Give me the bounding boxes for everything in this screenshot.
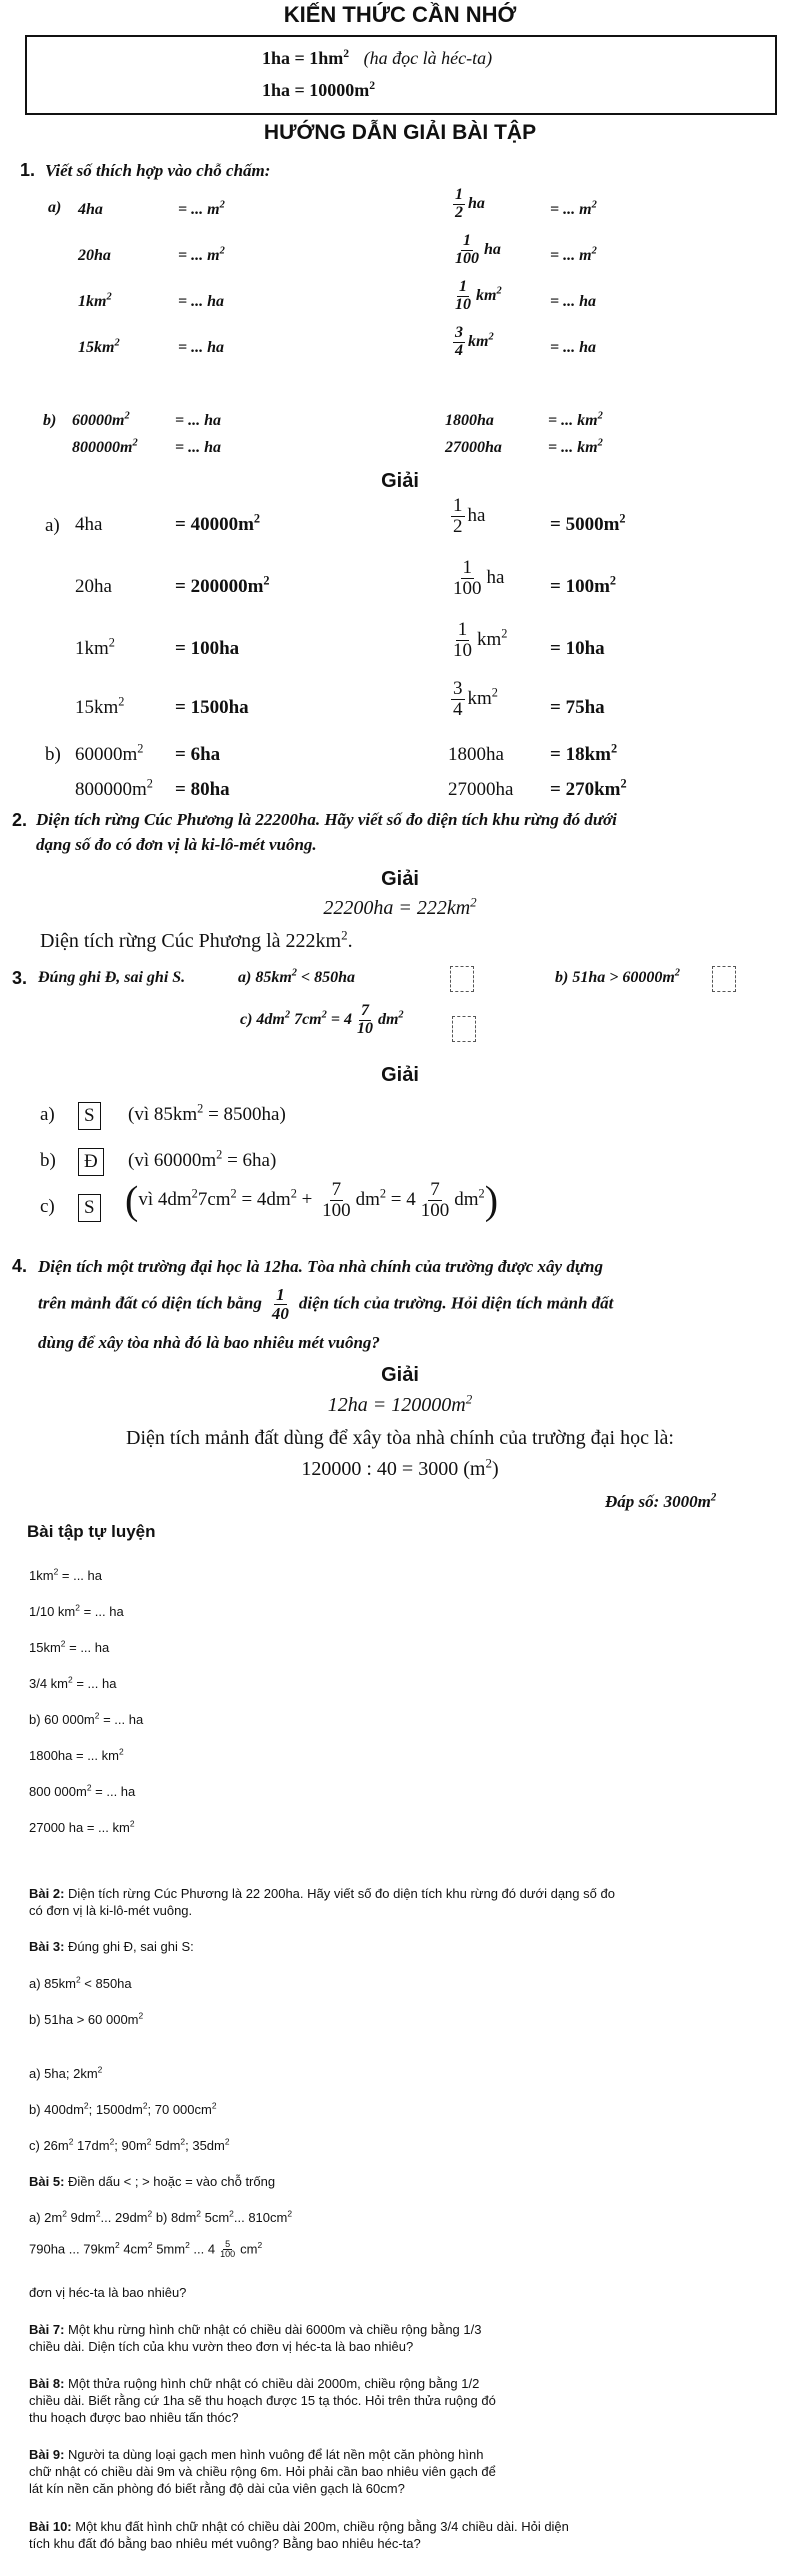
q1-sol-b-value (75, 741, 144, 766)
page-title: KIẾN THỨC CẦN NHỚ (283, 2, 517, 27)
q1-sol-fraction-denominator: 100 (453, 577, 482, 599)
bai5-text: Bài 5: Điền dấu < ; > hoặc = vào chỗ trống (29, 2174, 276, 2189)
practice-item (29, 1567, 102, 1584)
q1-a-fraction-denominator: 2 (455, 203, 463, 221)
q1-sol-b-result-text: = 18km (550, 744, 611, 765)
practice-item (29, 1711, 143, 1728)
q1-sol-value-text: 1km (75, 638, 109, 659)
q1-a-blank (178, 293, 224, 311)
q1-sol-result-text: = 200000m (175, 576, 264, 597)
practice-item-tail: = ... ha (65, 1640, 110, 1655)
q3-sol-explanation-text: (vì 60000m (128, 1150, 217, 1171)
bai3-text: Bài 3: Đúng ghi Đ, sai ghi S: (29, 1939, 194, 1954)
q1-sol-fraction-value (448, 679, 498, 720)
q1-sol-fraction-value (448, 558, 504, 599)
q1-sol-value-text: 4ha (75, 514, 103, 535)
superscript: 2 (53, 1566, 59, 1577)
q3-sol-label-text: a) (40, 1104, 55, 1125)
bai5-item-b: 790ha ... $79km^2$ $4cm^2$ $5mm^2$ ... 4 $\frac{5}{100}$ $cm^2$ (29, 2239, 263, 2260)
q1-a-blank-text: = ... m (178, 201, 220, 218)
q1-sol-b-value-text: 27000ha (448, 779, 514, 800)
q3-sol-label-text: b) (40, 1150, 56, 1171)
q1-sol-fraction (451, 620, 474, 661)
q3-sol-explanation (128, 1147, 277, 1172)
q4-text-1: Diện tích một trường đại học là 12ha. Tòa nhà chính của trường được xây dựng (38, 1257, 603, 1276)
q1-sol-result (175, 638, 239, 660)
practice-item-tail: = ... ha (72, 1676, 117, 1691)
q1-a-blank-text: = ... ha (178, 339, 225, 356)
bai2-text-1: Bài 2: Diện tích rừng Cúc Phương là 22 200ha. Hãy viết số đo diện tích khu rừng đó dưới dạng số đo (29, 1886, 615, 1901)
q1-sol-b-value (75, 776, 153, 801)
q1-sol-b-value (448, 779, 513, 801)
q1-b-value-text: 1800ha (445, 412, 494, 429)
q3-sol-c-label: c) (40, 1196, 55, 1217)
q1-a-blank (178, 247, 225, 265)
q1-sol-fraction-denominator: 10 (453, 639, 472, 661)
q1-sol-a-label: a) (45, 515, 60, 536)
superscript: 2 (60, 1638, 66, 1649)
q1-sol-fraction-denominator: 2 (453, 515, 463, 537)
q3-sol-explanation-text: (vì 85km (128, 1104, 198, 1125)
q1-a-blank-text: = ... m (550, 201, 592, 218)
q1-a-unit: km (468, 332, 489, 350)
practice-item-text: 1km (29, 1568, 54, 1583)
superscript-2: 2 (137, 741, 144, 756)
q1-b-blank-text: = ... km (548, 439, 598, 456)
q4-solution-title: Giải (381, 1364, 419, 1386)
practice-item-text: 15km (29, 1640, 61, 1655)
q1-a-value-text: 15km (78, 339, 115, 356)
q1-a-fraction-numerator: 3 (455, 324, 463, 341)
superscript-2: 2 (597, 410, 603, 422)
practice-item (29, 1747, 124, 1764)
q2-text-2: dạng số đo có đơn vị là ki-lô-mét vuông. (36, 835, 317, 854)
q1-sol-value-text: 15km (75, 697, 119, 718)
q1-sol-result (550, 638, 605, 660)
q1-b-blank-text: = ... ha (175, 439, 222, 456)
superscript-2: 2 (216, 1147, 223, 1162)
q1-sol-result (550, 511, 626, 536)
q3-sol-explanation-tail: = 6ha) (222, 1150, 277, 1171)
q1-a-blank-text: = ... m (178, 247, 220, 264)
q3-sol-mark-box: S (78, 1102, 101, 1130)
superscript-2: 2 (501, 626, 508, 641)
practice-item-tail: = ... ha (79, 1604, 124, 1619)
q1-b-value (445, 412, 494, 430)
q1-sol-result-text: = 100m (550, 576, 610, 597)
q1-sol-b-result-text: = 6ha (175, 744, 221, 765)
q1-a-value-text: 20ha (78, 247, 111, 264)
q1-sol-result-text: = 100ha (175, 638, 240, 659)
q1-sol-fraction-value (448, 496, 485, 537)
q3-number: 3. (12, 968, 28, 988)
q2-text-1: Diện tích rừng Cúc Phương là 22200ha. Hãy viết số đo diện tích khu rừng đó dưới (36, 810, 617, 829)
q1-a-value-text: 1km (78, 293, 107, 310)
q1-b-value (445, 439, 502, 457)
practice-item-text: 800 000m (29, 1784, 87, 1799)
superscript-2: 2 (591, 199, 597, 211)
practice-item-text: 1/10 km (29, 1604, 76, 1619)
exercise-b: b) $400dm^2$; $1500dm^2$; 70 $000cm^2$ (29, 2100, 217, 2117)
q1-a-fraction (453, 233, 481, 268)
q1-a-blank (178, 201, 225, 219)
q1-sol-unit: km (477, 628, 502, 650)
q1-a-fraction (453, 187, 465, 222)
bai7-text-2: chiều dài. Diện tích của khu vườn theo đơn vị héc-ta là bao nhiêu? (29, 2339, 414, 2354)
q3-sol-c-explanation: (vì $4dm^27cm^2 = 4dm^2$ + $\frac{7}{100}$ $dm^2 = 4$ $\frac{7}{100}$ $dm^2$) (125, 1177, 499, 1223)
q1-b-blank-text: = ... ha (175, 412, 222, 429)
bai9-text-3: lát kín nền căn phòng đó biết rằng độ dài của viên gạch là 60cm? (29, 2481, 405, 2496)
q1-sol-unit: km (467, 687, 492, 709)
practice-item-tail: = ... ha (91, 1784, 136, 1799)
q3-sol-label (40, 1104, 55, 1126)
bai3-item-a: a) $85km^2 < 850ha$ (29, 1974, 132, 1991)
q4-number: 4. (12, 1256, 28, 1276)
q1-a-value-text: 4ha (78, 201, 103, 218)
q3-b-answer-box[interactable] (712, 966, 736, 992)
bai2-text-2: có đơn vị là ki-lô-mét vuông. (29, 1903, 193, 1918)
practice-item-tail: = ... ha (99, 1712, 144, 1727)
practice-item-text: 27000 ha = ... km (29, 1820, 130, 1835)
practice-item (29, 1783, 135, 1800)
q1-sol-result (175, 573, 270, 598)
bai5-item-a: a) $2m^2$ $9dm^2$... $29dm^2$ b) $8dm^2$ $5cm^2$... $810cm^2$ (29, 2208, 293, 2225)
q1-b-value-text: 800000m (72, 439, 133, 456)
q1-sol-value (75, 635, 115, 660)
bai8-text-2: chiều dài. Biết rằng cứ 1ha sẽ thu hoạch được 15 tạ thóc. Hỏi trên thửa ruộng đó (29, 2393, 496, 2408)
q1-a-fraction-numerator: 1 (455, 186, 463, 203)
q1-b-blank (548, 439, 603, 457)
q2-answer: Diện tích rừng Cúc Phương là $222km^2$. (40, 927, 353, 952)
bai8-text-1: Bài 8: Một thửa ruộng hình chữ nhật có chiều dài 2000m, chiều rộng bằng 1/2 (29, 2376, 480, 2391)
q3-item-c: c) $4dm^2$ $7cm^2 = 4$ $\frac{7}{10}$ $dm^2$ (240, 1002, 404, 1037)
superscript: 2 (118, 1746, 124, 1757)
superscript-2: 2 (591, 245, 597, 257)
q1-a-value (78, 201, 103, 219)
q1-sol-b-value (448, 744, 504, 766)
practice-item (29, 1819, 135, 1836)
q1-b-blank (175, 412, 221, 430)
q1-solution-title: Giải (381, 470, 419, 492)
q1-sol-b-result (550, 741, 618, 766)
q2-equation: $22200ha = 222km^2$ (323, 894, 477, 919)
q1-a-blank-text: = ... ha (550, 339, 597, 356)
q4-line-1: Diện tích mảnh đất dùng để xây tòa nhà chính của trường đại học là: (126, 1427, 674, 1449)
q1-b-label: b) (43, 412, 57, 429)
practice-item (29, 1639, 109, 1656)
superscript-2: 2 (496, 285, 502, 297)
q1-sol-b-result (175, 744, 220, 766)
superscript-2: 2 (610, 741, 618, 756)
superscript: 2 (68, 1674, 73, 1685)
q4-equation: $12ha = 120000m^2$ (327, 1391, 473, 1416)
q1-a-fraction-denominator: 100 (455, 249, 479, 267)
q1-a-fraction (453, 325, 465, 360)
exercise-a: a) 5ha; $2km^2$ (29, 2064, 103, 2081)
q3-sol-mark-box: Đ (78, 1148, 104, 1176)
q2-number: 2. (12, 810, 28, 830)
q3-sol-c-mark: S (78, 1194, 101, 1222)
bai7-text-1: Bài 7: Một khu rừng hình chữ nhật có chiều dài 6000m và chiều rộng bằng 1/3 (29, 2322, 482, 2337)
q1-sol-fraction-numerator: 1 (462, 557, 472, 578)
q1-sol-value (75, 514, 102, 536)
bai8-text-3: thu hoạch được bao nhiêu tấn thóc? (29, 2410, 239, 2425)
q1-a-unit: ha (484, 240, 501, 258)
q1-sol-result (550, 697, 605, 719)
q3-a-answer-box[interactable] (450, 966, 474, 992)
q1-sol-b-result-text: = 80ha (175, 779, 230, 800)
q1-b-value (72, 439, 138, 457)
q1-sol-result-text: = 40000m (175, 514, 254, 535)
practice-item-text: 1800ha = ... km (29, 1748, 119, 1763)
superscript-2: 2 (597, 437, 603, 449)
q4-final-answer: Đáp số: $3000m^2$ (605, 1491, 717, 1511)
q3-sol-label (40, 1150, 56, 1172)
q3-c-answer-box[interactable] (452, 1016, 476, 1042)
q1-a-fraction-value (450, 325, 494, 360)
q1-a-blank (550, 201, 597, 219)
superscript-2: 2 (253, 511, 261, 526)
q1-sol-value (75, 576, 112, 598)
q1-a-fraction-denominator: 4 (455, 341, 463, 359)
q1-a-blank-text: = ... ha (178, 293, 225, 310)
q1-a-unit: km (476, 286, 497, 304)
practice-item (29, 1675, 116, 1692)
q1-b-blank (548, 412, 603, 430)
bai9-text-1: Bài 9: Người ta dùng loại gạch men hình vuông để lát nền một căn phòng hình (29, 2447, 484, 2462)
superscript-2: 2 (491, 685, 498, 700)
q1-a-fraction-value (450, 187, 485, 222)
q1-sol-b-result (550, 776, 627, 801)
superscript-2: 2 (132, 437, 138, 449)
q1-sol-result-text: = 5000m (550, 514, 620, 535)
q3-solution-title: Giải (381, 1064, 419, 1086)
q4-line-2: 120000 : 40 = 3000 $(m^2)$ (301, 1455, 499, 1480)
q1-sol-fraction (451, 679, 465, 720)
q1-sol-result (550, 573, 617, 598)
exercise-c: c) $26m^2$ $17dm^2$; $90m^2$ $5dm^2$; $35dm^2$ (29, 2136, 230, 2153)
superscript-2: 2 (146, 776, 153, 791)
q1-sol-fraction-denominator: 4 (453, 698, 463, 720)
q1-sol-result (175, 697, 249, 719)
q1-a-fraction-denominator: 10 (455, 295, 471, 313)
superscript-2: 2 (118, 694, 125, 709)
superscript: 2 (75, 1602, 80, 1613)
q1-sol-fraction-numerator: 1 (457, 619, 468, 640)
q1-a-fraction-value (450, 279, 502, 314)
q1-number: 1. (20, 160, 36, 180)
q1-a-blank (178, 339, 224, 357)
q1-a-value (78, 247, 111, 265)
superscript-2: 2 (219, 199, 225, 211)
formula-line-1: $1ha = 1hm^2$ (ha đọc là héc-ta) (262, 47, 493, 68)
superscript-2: 2 (263, 573, 270, 588)
key-knowledge-box (25, 35, 777, 115)
q1-a-unit: ha (468, 194, 485, 212)
superscript: 2 (86, 1782, 92, 1793)
practice-item (29, 1603, 124, 1620)
bai9-text-2: chữ nhật có chiều dài 9m và chiều rộng 6m. Hỏi phải cần bao nhiêu viên gạch để (29, 2464, 496, 2479)
q1-a-blank (550, 339, 596, 357)
bai10-text-2: tích khu đất đó bằng bao nhiêu mét vuông? Bằng bao nhiêu héc-ta? (29, 2536, 421, 2551)
q3-item-a: a) $85km^2 < 850ha$ (238, 967, 355, 986)
formula-line-2: $1ha = 10000m^2$ (262, 79, 376, 100)
q1-sol-result (175, 511, 261, 536)
superscript-2: 2 (108, 635, 115, 650)
q3-text: Đúng ghi Đ, sai ghi S. (38, 969, 186, 986)
q1-sol-fraction-numerator: 3 (453, 678, 463, 699)
q1-a-value (78, 339, 120, 357)
q4-text-3: dùng để xây tòa nhà đó là bao nhiêu mét vuông? (38, 1333, 380, 1352)
q1-sol-b-result-text: = 270km (550, 779, 621, 800)
q1-sol-result-text: = 75ha (550, 697, 605, 718)
q1-b-blank-text: = ... km (548, 412, 598, 429)
superscript-2: 2 (106, 291, 112, 303)
q1-a-value (78, 293, 112, 311)
superscript-2: 2 (609, 573, 617, 588)
superscript-2: 2 (114, 337, 120, 349)
superscript-2: 2 (620, 776, 627, 791)
q1-a-blank (550, 293, 596, 311)
superscript-2: 2 (488, 331, 494, 343)
practice-item-text: 3/4 km (29, 1676, 69, 1691)
q2-solution-title: Giải (381, 868, 419, 890)
q1-sol-fraction (451, 558, 484, 599)
q1-sol-fraction-value (448, 620, 507, 661)
q3-sol-explanation-tail: = 8500ha) (203, 1104, 286, 1125)
q1-sol-fraction (451, 496, 465, 537)
q1-a-blank-text: = ... m (550, 247, 592, 264)
q1-sol-b-label: b) (45, 744, 61, 765)
superscript-2: 2 (197, 1101, 204, 1116)
q1-sol-b-result (175, 779, 230, 801)
practice-item-text: b) 60 000m (29, 1712, 95, 1727)
q1-sol-b-value-text: 60000m (75, 744, 138, 765)
q1-a-blank (550, 247, 597, 265)
q1-sol-result-text: = 10ha (550, 638, 605, 659)
q3-sol-mark (78, 1148, 104, 1176)
bai10-text-1: Bài 10: Một khu đất hình chữ nhật có chiều dài 200m, chiều rộng bằng 3/4 chiều dài. Hỏi diện (29, 2519, 569, 2534)
superscript-2: 2 (619, 511, 626, 526)
bai3-item-b: b) 51ha > 60 $000m^2$ (29, 2010, 144, 2027)
q1-sol-unit: ha (486, 566, 505, 588)
q1-a-blank-text: = ... ha (550, 293, 597, 310)
q3-item-b: b) $51ha > 60000m^2$ (555, 967, 680, 986)
q1-sol-result-text: = 1500ha (175, 697, 249, 718)
q1-sol-unit: ha (467, 504, 486, 526)
q1-b-value-text: 60000m (72, 412, 125, 429)
q1-b-value-text: 27000ha (445, 439, 502, 456)
practice-item-tail: = ... ha (58, 1568, 102, 1583)
practice-title: Bài tập tự luyện (27, 1522, 156, 1541)
q1-a-fraction-value (450, 233, 501, 268)
q1-a-label: a) (48, 199, 62, 216)
superscript: 2 (129, 1818, 135, 1829)
q1-b-value (72, 412, 130, 430)
q1-a-fraction (453, 279, 473, 314)
hecta-question: đơn vị héc-ta là bao nhiêu? (29, 2285, 187, 2300)
q1-a-fraction-numerator: 1 (459, 278, 467, 295)
q4-text-2: trên mảnh đất có diện tích bằng $\frac{1}{40}$ diện tích của trường. Hỏi diện tích mảnh đất (38, 1285, 614, 1323)
q1-sol-b-value-text: 1800ha (448, 744, 504, 765)
q3-sol-mark (78, 1102, 101, 1130)
superscript: 2 (94, 1710, 100, 1721)
q1-sol-b-value-text: 800000m (75, 779, 147, 800)
q1-a-fraction-numerator: 1 (463, 232, 471, 249)
q1-sol-fraction-numerator: 1 (453, 495, 463, 516)
q1-text: Viết số thích hợp vào chỗ chấm: (45, 161, 271, 180)
q1-b-blank (175, 439, 221, 457)
guide-title: HƯỚNG DẪN GIẢI BÀI TẬP (263, 121, 537, 144)
superscript-2: 2 (124, 410, 130, 422)
q1-sol-value-text: 20ha (75, 576, 112, 597)
q3-sol-explanation (128, 1101, 286, 1126)
superscript-2: 2 (219, 245, 225, 257)
q1-sol-value (75, 694, 125, 719)
